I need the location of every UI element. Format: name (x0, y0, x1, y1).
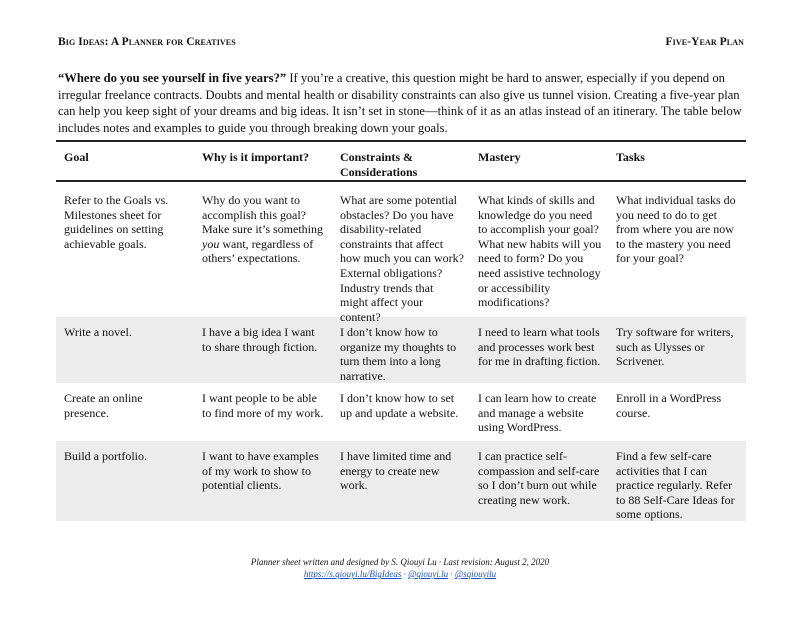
footer-links (0, 568, 800, 580)
page-header (58, 36, 744, 48)
intro-question: “Where do you see yourself in five years?” (58, 71, 287, 85)
table-header-row (56, 140, 746, 182)
cell-mastery: What kinds of skills and knowledge do you need to accomplish your goal? What new habits will you need to form? Do you need assistive technology or accessibility modifications? (478, 193, 602, 310)
sheet-title: Five-Year Plan (665, 36, 744, 48)
header-tasks: Tasks (616, 150, 645, 164)
header-why: Why is it important? (202, 150, 310, 164)
social-handle-link[interactable]: @qiouyi.lu (408, 569, 449, 579)
cell-tasks: Try software for writers, such as Ulysses or Scrivener. (616, 325, 734, 369)
cell-tasks: Enroll in a WordPress course. (616, 391, 722, 420)
cell-constraints: I have limited time and energy to create new work. (340, 449, 452, 493)
header-goal: Goal (64, 150, 89, 164)
cell-mastery: I can practice self-compassion and self-care so I don’t burn out while creating new work. (478, 449, 600, 507)
intro-body: If you’re a creative, this question might be hard to answer, especially if you depend on irregular freelance contracts. Doubts and mental health or disability constraints can also give us tunnel vision. Creating a five-year plan can help you keep sight of your dreams and big ideas. It isn’t set in stone—think of it as an atlas instead of an itinerary. The table below includes notes and examples to guide you through breaking down your goals. (58, 71, 742, 135)
cell-mastery: I need to learn what tools and processes work best for me in drafting fiction. (478, 325, 601, 369)
table-row (56, 383, 746, 441)
cell-why: Why do you want to accomplish this goal? Make sure it’s something you want, regardless of others’ expectations. (202, 193, 323, 266)
cell-tasks: What individual tasks do you need to do to get from where you are now to the mastery you need for your goal? (616, 193, 736, 266)
footer-separator: · (448, 569, 455, 579)
table-row (56, 182, 746, 324)
cell-goal: Create an online presence. (64, 391, 143, 420)
cell-why: I have a big idea I want to share through fiction. (202, 325, 318, 354)
footer-separator: · (401, 569, 409, 579)
cell-mastery: I can learn how to create and manage a website using WordPress. (478, 391, 597, 435)
cell-constraints: What are some potential obstacles? Do you have disability-related constraints that affect how much you can work? External obligations? Industry trends that might affect your content? (340, 193, 464, 324)
cell-goal: Build a portfolio. (64, 449, 147, 463)
website-link[interactable]: https://s.qiouyi.lu/BigIdeas (303, 569, 402, 579)
cell-why: I want people to be able to find more of my work. (202, 391, 324, 420)
cell-constraints: I don’t know how to organize my thoughts to turn them into a long narrative. (340, 325, 457, 383)
social-handle-link[interactable]: @sqiouyilu (454, 569, 497, 579)
header-constraints: Constraints & Considerations (340, 150, 418, 179)
intro-paragraph (58, 70, 748, 136)
five-year-plan-table (56, 140, 746, 521)
table-row (56, 441, 746, 521)
cell-constraints: I don’t know how to set up and update a website. (340, 391, 459, 420)
table-row (56, 317, 746, 383)
page-footer (0, 556, 800, 580)
header-mastery: Mastery (478, 150, 521, 164)
cell-goal: Write a novel. (64, 325, 132, 339)
footer-credit: Planner sheet written and designed by S. Qiouyi Lu · Last revision: August 2, 2020 (250, 557, 550, 567)
cell-tasks: Find a few self-care activities that I can practice regularly. Refer to 88 Self-Care Ideas for some options. (616, 449, 735, 522)
document-title: Big Ideas: A Planner for Creatives (58, 36, 236, 48)
cell-goal: Refer to the Goals vs. Milestones sheet for guidelines on setting achievable goals. (64, 193, 169, 251)
cell-why: I want to have examples of my work to show to potential clients. (202, 449, 319, 493)
